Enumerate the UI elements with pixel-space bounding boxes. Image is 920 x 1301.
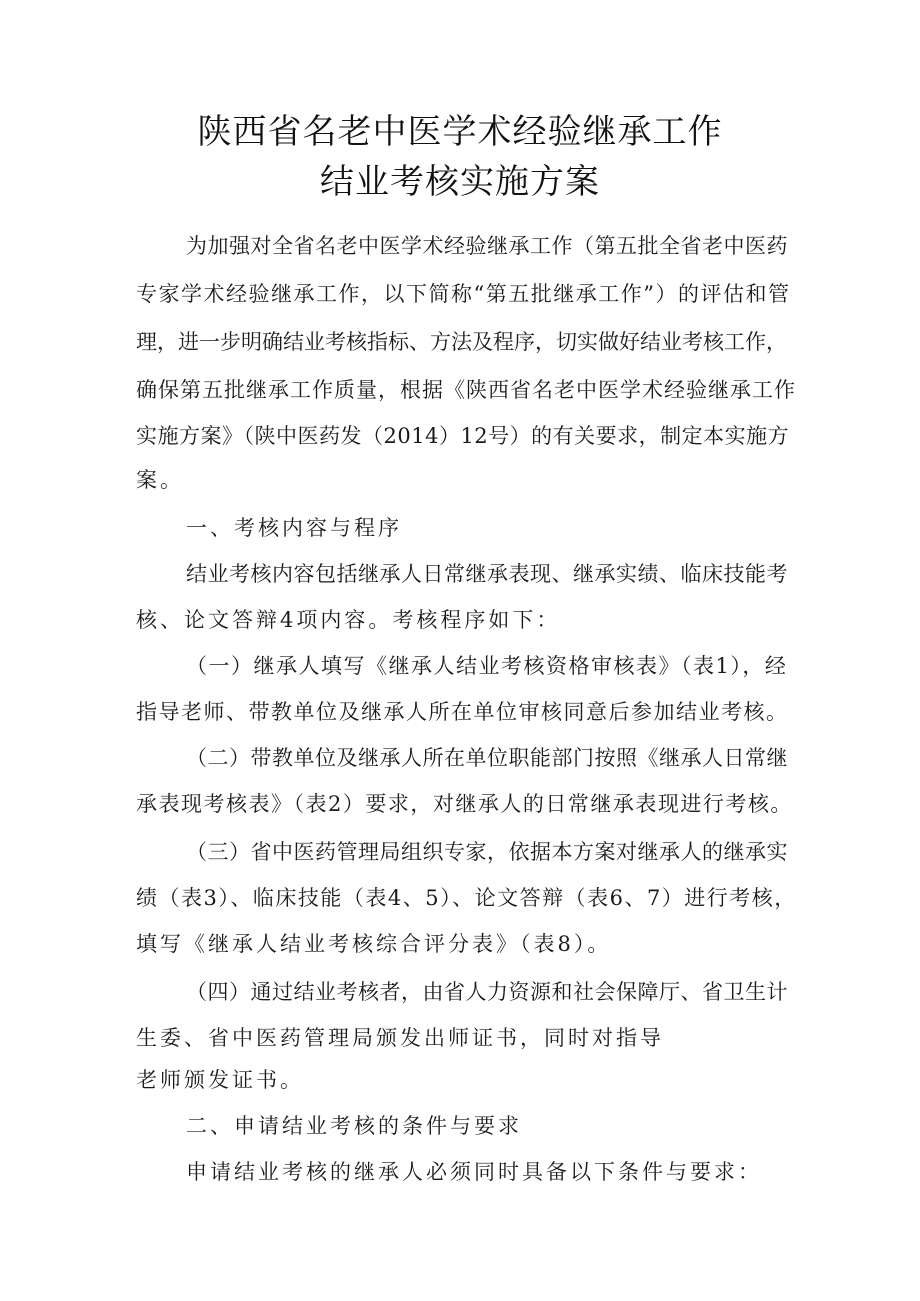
- section-1-intro-line-2: 核、论文答辩4项内容。考核程序如下：: [136, 608, 561, 632]
- item-2-line-2: 承表现考核表》（表2）要求，对继承人的日常继承表现进行考核。: [136, 792, 793, 816]
- intro-line-3: 理，进一步明确结业考核指标、方法及程序，切实做好结业考核工作，: [136, 330, 787, 354]
- item-1-line-1: （一）继承人填写《继承人结业考核资格审核表》（表1），经: [186, 654, 788, 678]
- item-4-line-2: 生委、省中医药管理局颁发出师证书，同时对指导: [136, 1026, 664, 1050]
- item-4-line-3: 老师颁发证书。: [136, 1068, 304, 1092]
- document-title-line-2: 结业考核实施方案: [320, 162, 600, 202]
- section-2-heading: 二、申请结业考核的条件与要求: [186, 1114, 522, 1138]
- item-1-line-2: 指导老师、带教单位及继承人所在单位审核同意后参加结业考核。: [136, 700, 789, 724]
- document-title-line-1: 陕西省名老中医学术经验继承工作: [197, 112, 723, 152]
- section-1-heading: 一、考核内容与程序: [186, 516, 402, 540]
- intro-line-2: 专家学术经验继承工作，以下简称“第五批继承工作”）的评估和管: [136, 282, 791, 306]
- intro-line-1: 为加强对全省名老中医学术经验继承工作（第五批全省老中医药: [186, 234, 788, 258]
- section-2-intro: 申请结业考核的继承人必须同时具备以下条件与要求：: [186, 1160, 762, 1184]
- item-3-line-3: 填写《继承人结业考核综合评分表》（表8）。: [136, 932, 612, 956]
- intro-line-5: 实施方案》（陕中医药发（2014）12号）的有关要求，制定本实施方: [136, 424, 790, 448]
- item-3-line-1: （三）省中医药管理局组织专家，依据本方案对继承人的继承实: [186, 840, 788, 864]
- section-1-intro-line-1: 结业考核内容包括继承人日常继承表现、继承实绩、临床技能考: [186, 562, 788, 586]
- intro-line-6: 案。: [136, 468, 184, 492]
- intro-line-4: 确保第五批继承工作质量，根据《陕西省名老中医学术经验继承工作: [136, 378, 796, 402]
- item-2-line-1: （二）带教单位及继承人所在单位职能部门按照《继承人日常继: [186, 746, 788, 770]
- item-4-line-1: （四）通过结业考核者，由省人力资源和社会保障厅、省卫生计: [186, 980, 788, 1004]
- item-3-line-2: 绩（表3）、临床技能（表4、5）、论文答辩（表6、7）进行考核，: [136, 886, 797, 910]
